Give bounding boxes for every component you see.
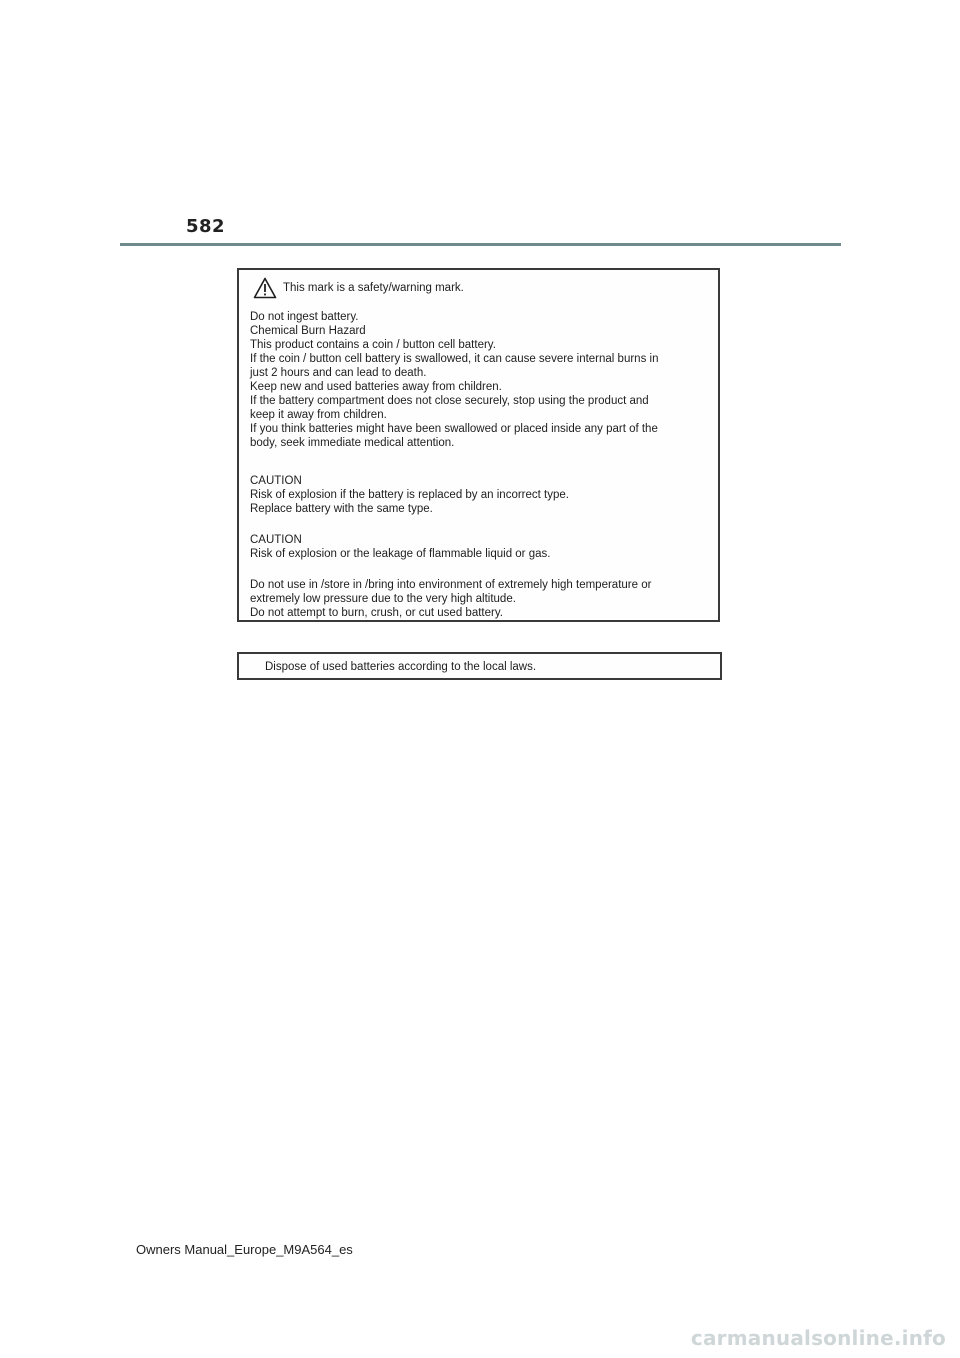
label-line: Risk of explosion if the battery is replaced by an incorrect type.	[250, 489, 569, 501]
label-line: Do not use in /store in /bring into environment of extremely high temperature or	[250, 579, 652, 591]
label-line: This product contains a coin / button cell battery.	[250, 339, 496, 351]
label-line: Chemical Burn Hazard	[250, 325, 366, 337]
label-line: just 2 hours and can lead to death.	[250, 367, 427, 379]
environment-warning-block	[250, 578, 651, 620]
watermark: carmanualsonline.info	[690, 1326, 946, 1350]
label-line: If the coin / button cell battery is swallowed, it can cause severe internal burns in	[250, 353, 659, 365]
label-line: Replace battery with the same type.	[250, 503, 433, 515]
ingestion-warning-block	[250, 310, 658, 450]
dispose-notice-text: Dispose of used batteries according to the local laws.	[265, 661, 537, 673]
label-line: Keep new and used batteries away from children.	[250, 381, 502, 393]
label-line: keep it away from children.	[250, 409, 387, 421]
header-rule	[120, 243, 841, 246]
page-number: 582	[186, 216, 226, 237]
label-line: extremely low pressure due to the very high altitude.	[250, 593, 516, 605]
warning-mark-text: This mark is a safety/warning mark.	[283, 282, 464, 294]
label-line: If the battery compartment does not close securely, stop using the product and	[250, 395, 649, 407]
label-line: Risk of explosion or the leakage of flammable liquid or gas.	[250, 548, 551, 560]
label-line: If you think batteries might have been swallowed or placed inside any part of the	[250, 423, 658, 435]
label-line: CAUTION	[250, 534, 302, 546]
label-line: Do not ingest battery.	[250, 311, 359, 323]
label-line: Do not attempt to burn, crush, or cut used battery.	[250, 607, 503, 619]
label-line: body, seek immediate medical attention.	[250, 437, 455, 449]
warning-mark-line	[253, 277, 464, 299]
label-line: CAUTION	[250, 475, 302, 487]
warning-triangle-icon	[253, 277, 277, 299]
dispose-notice-box	[237, 652, 722, 680]
caution-incorrect-type-block	[250, 474, 569, 516]
footer-document-id: Owners Manual_Europe_M9A564_es	[136, 1242, 353, 1257]
battery-warning-label	[237, 268, 720, 622]
caution-explosion-leakage-block	[250, 533, 550, 561]
